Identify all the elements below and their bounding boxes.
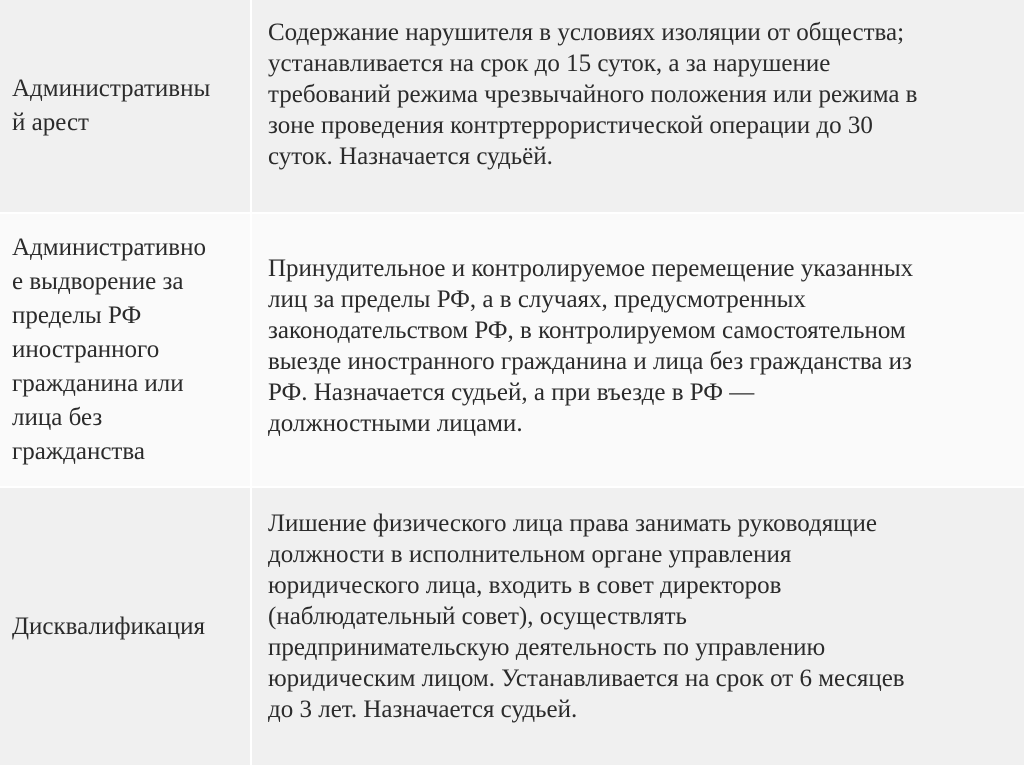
punishment-name: Административны й арест (12, 75, 211, 136)
punishment-name-cell (0, 488, 252, 765)
punishment-description-cell (252, 0, 1024, 212)
punishment-name-cell (0, 214, 252, 486)
punishment-description: Содержание нарушителя в условиях изоляции от общества; устанавливается на срок до 15 суток, а за нарушение требований режима чрезвычайного положения или режима в зоне проведения контртеррористической операции до 30 суток. Назначается судьёй. (268, 19, 918, 170)
punishment-description-cell (252, 214, 1024, 486)
punishment-name-cell (0, 0, 252, 212)
punishment-description-cell (252, 488, 1024, 765)
punishment-description: Принудительное и контролируемое перемещение указанных лиц за пределы РФ, а в случаях, предусмотренных законодательством РФ, в контролируемом самостоятельном выезде иностранного гражданина и лица без гражданства из РФ. Назначается судьей, а при въезде в РФ — должностными лицами. (268, 255, 914, 437)
table-row (0, 488, 1024, 767)
table-row (0, 0, 1024, 214)
punishment-description: Лишение физического лица права занимать руководящие должности в исполнительном органе управления юридического лица, входить в совет директоров (наблюдательный совет), осуществлять предпринимательскую деятельность по управлению юридическим лицом. Устанавливается на срок от 6 месяцев до 3 лет. Назначается судьей. (268, 510, 905, 723)
punishment-name: Административно е выдворение за пределы РФ иностранного гражданина или лица без гражданства (12, 234, 206, 465)
punishment-name: Дисквалификация (12, 612, 206, 640)
table-row (0, 214, 1024, 488)
